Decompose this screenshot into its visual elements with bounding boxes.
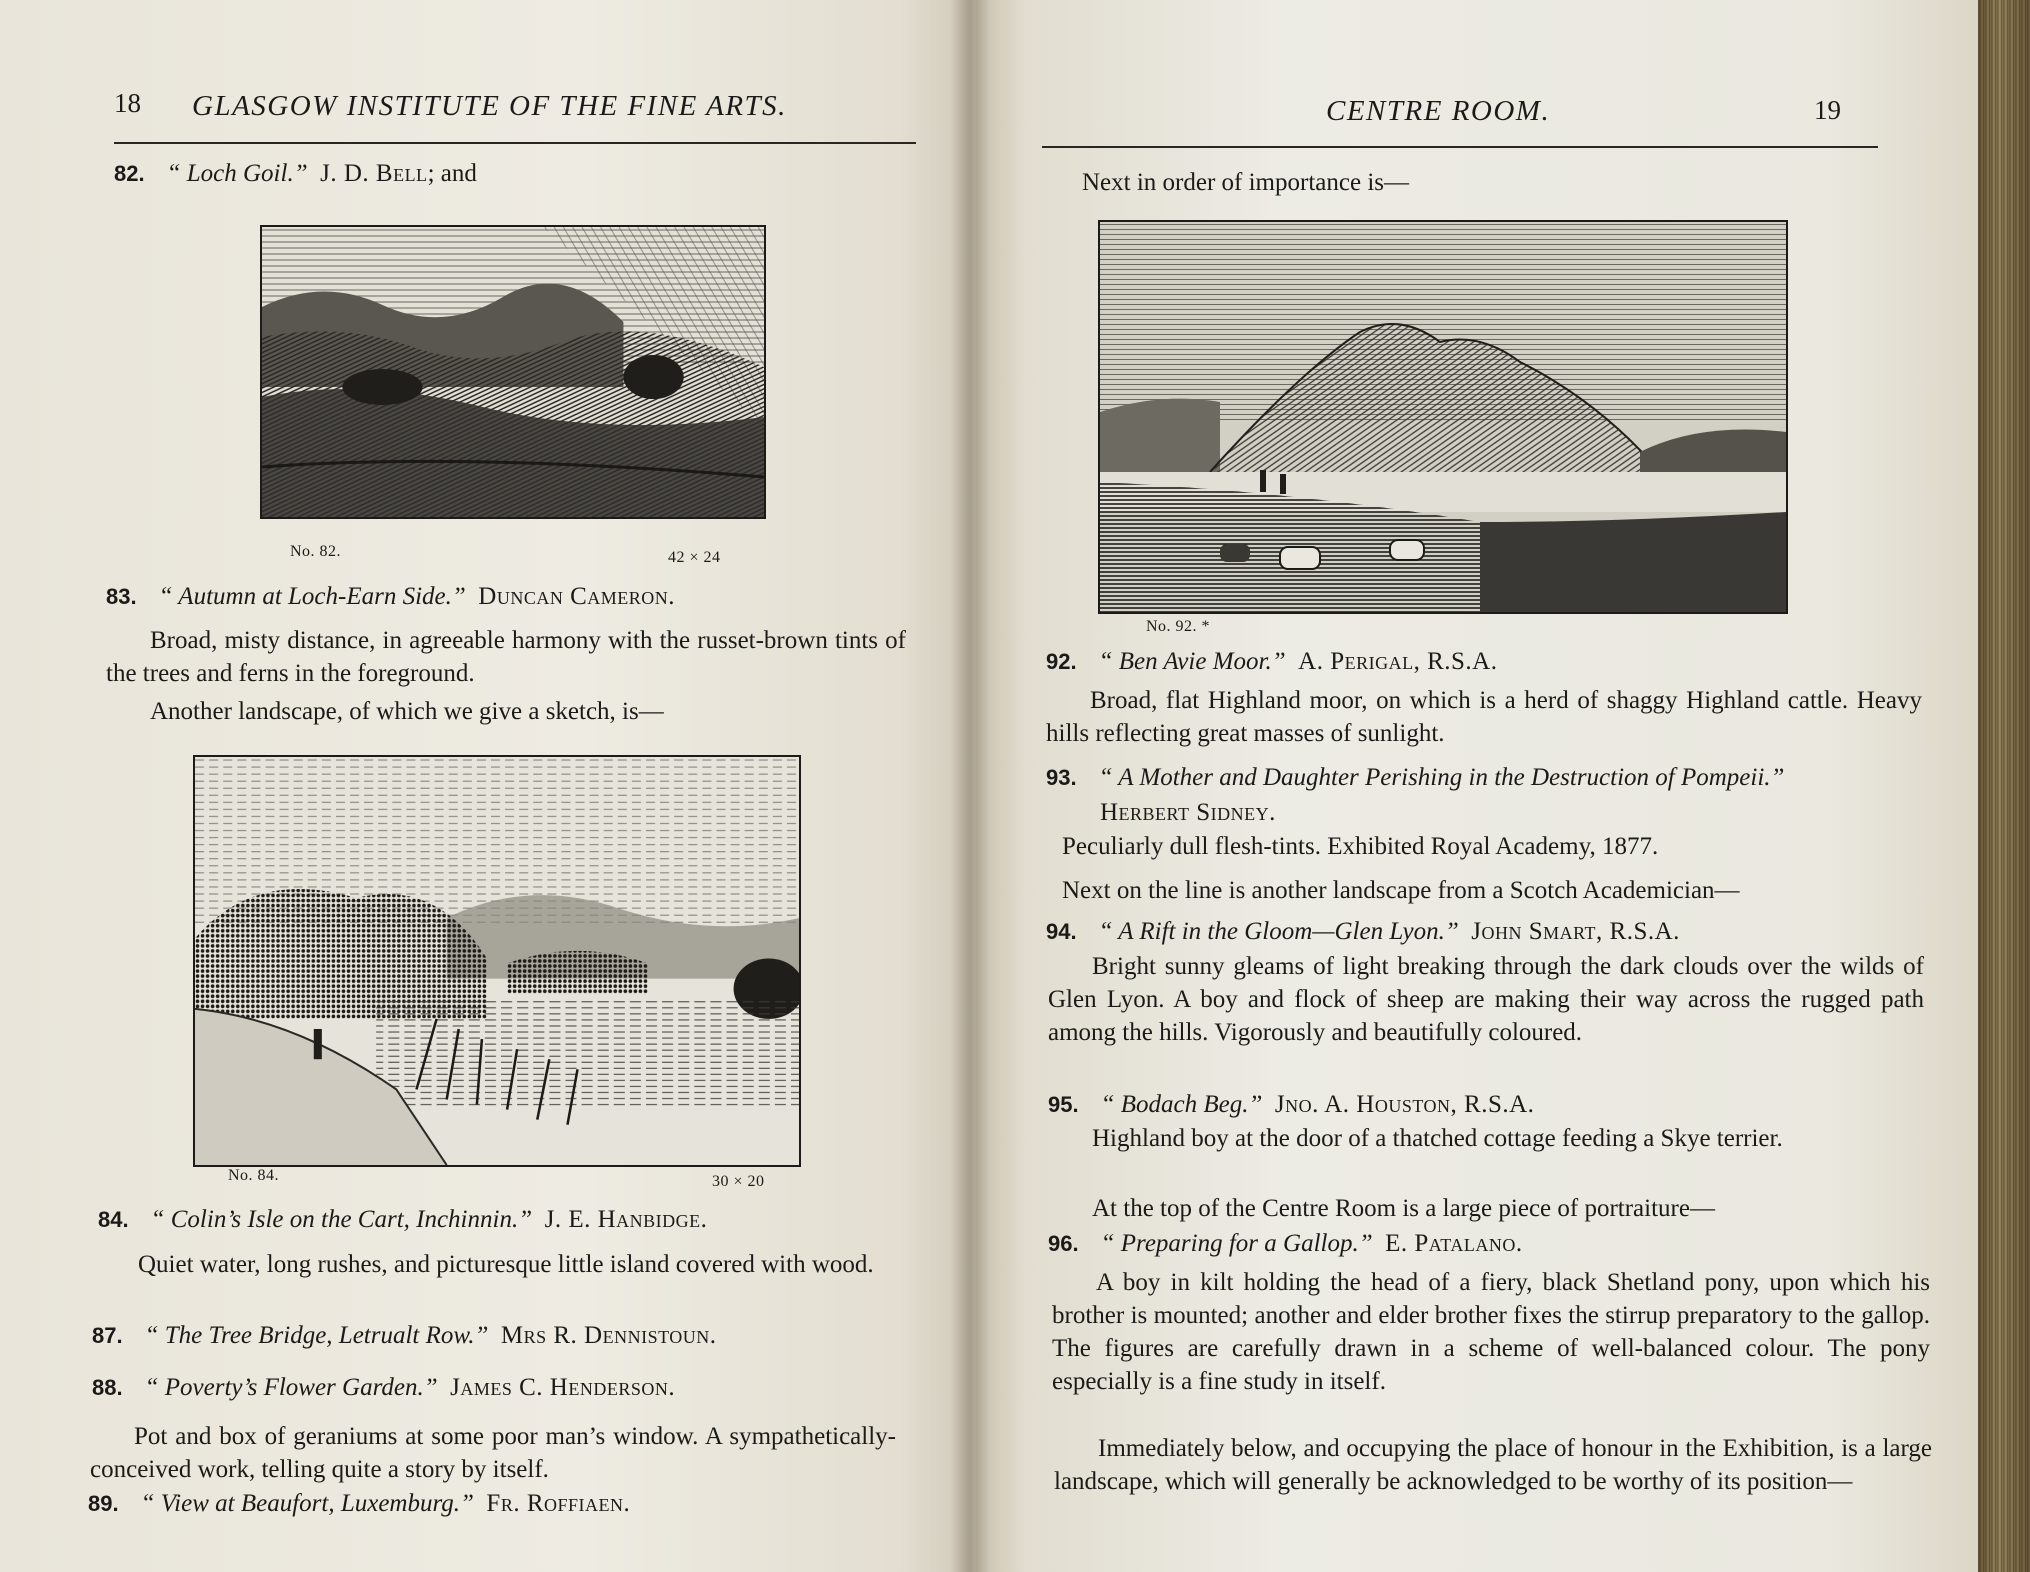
entry-description: Bright sunny gleams of light breaking through the dark clouds over the wilds of Glen Lyon. A boy and flock of sheep are making their way across the rugged path among the hills. Vigorously and beautifully coloured. [1048,953,1924,1046]
catalogue-entry [1046,918,1680,946]
plate-caption-number: No. 82. [290,543,342,560]
paragraph: Next in order of importance is— [1082,169,1409,196]
catalogue-entry [92,1322,717,1350]
entry-artist: J. E. Hanbidge. [544,1206,708,1233]
catalogue-entry [1048,1091,1534,1119]
catalogue-entry [106,583,675,611]
page-number: 18 [114,88,141,118]
entry-description: Highland boy at the door of a thatched cottage feeding a Skye terrier. [1092,1125,1783,1152]
entry-title: “ Poverty’s Flower Garden.” [144,1374,438,1401]
entry-artist: James C. Henderson. [450,1374,676,1401]
entry-title: “ A Rift in the Gloom—Glen Lyon.” [1098,918,1459,945]
entry-artist: A. Perigal, R.S.A. [1298,648,1498,675]
entry-suffix: ; and [427,160,477,187]
plate-caption-number: No. 92. * [1146,618,1211,635]
entry-number: 96. [1048,1231,1079,1256]
book-gutter [950,0,990,1572]
head-rule [114,142,916,144]
entry-title: “ Autumn at Loch-Earn Side.” [158,583,466,610]
entry-title: “ Loch Goil.” [166,160,308,187]
page-number: 19 [1814,95,1841,125]
paragraph: Immediately below, and occupying the place of honour in the Exhibition, is a large landscape, which will generally be acknowledged to be worthy of its position— [1054,1435,1932,1495]
entry-title: “ A Mother and Daughter Perishing in the Destruction of Pompeii.” [1098,764,1785,791]
plate-caption-size: 30 × 20 [712,1173,765,1190]
entry-artist: Jno. A. Houston, R.S.A. [1274,1091,1535,1118]
engraving-plate-82 [260,225,766,519]
catalogue-entry [98,1206,707,1234]
catalogue-entry [1046,764,1784,792]
catalogue-entry [114,160,477,188]
catalogue-entry [1048,1230,1523,1258]
entry-title: “ Colin’s Isle on the Cart, Inchinnin.” [150,1206,533,1233]
plate-caption-number: No. 84. [228,1167,280,1184]
entry-description: Peculiarly dull flesh-tints. Exhibited Royal Academy, 1877. [1062,833,1659,860]
left-page [0,0,976,1572]
engraving-plate-84 [193,755,801,1167]
paragraph: Next on the line is another landscape from a Scotch Academician— [1062,877,1740,904]
running-head: CENTRE ROOM. [1326,95,1551,127]
entry-title: “ View at Beaufort, Luxemburg.” [140,1490,474,1517]
entry-number: 95. [1048,1092,1079,1117]
entry-number: 82. [114,161,145,186]
entry-title: “ Preparing for a Gallop.” [1100,1230,1373,1257]
entry-description: Broad, misty distance, in agreeable harmony with the russet-brown tints of the trees and ferns in the foreground. [106,627,906,687]
head-rule [1042,146,1878,148]
entry-title: “ Bodach Beg.” [1100,1091,1263,1118]
entry-title: “ The Tree Bridge, Letrualt Row.” [144,1322,489,1349]
entry-number: 88. [92,1375,123,1400]
entry-artist: Fr. Roffiaen. [486,1490,631,1517]
entry-description: Quiet water, long rushes, and picturesque little island covered with wood. [138,1251,874,1278]
entry-number: 84. [98,1207,129,1232]
entry-artist: Mrs R. Dennistoun. [500,1322,717,1349]
entry-number: 93. [1046,765,1077,790]
entry-number: 87. [92,1323,123,1348]
catalogue-entry [1046,648,1497,676]
catalogue-entry [92,1374,675,1402]
entry-artist: Duncan Cameron. [478,583,676,610]
river-island-engraving-icon [195,757,799,1165]
plate-caption-size: 42 × 24 [668,549,721,566]
catalogue-entry-artist [1100,799,1276,827]
entry-number: 83. [106,584,137,609]
right-page [976,0,1980,1572]
highland-moor-engraving-icon [1100,222,1786,612]
entry-title: “ Ben Avie Moor.” [1098,648,1286,675]
entry-description: Pot and box of geraniums at some poor man’s window. A sympathetically-conceived work, telling quite a story by itself. [90,1423,896,1483]
running-head: GLASGOW INSTITUTE OF THE FINE ARTS. [192,90,787,122]
entry-artist: J. D. Bell [320,160,428,187]
moorland-engraving-icon [262,227,764,517]
entry-number: 94. [1046,919,1077,944]
entry-artist: John Smart, R.S.A. [1471,918,1680,945]
entry-artist: Herbert Sidney. [1100,799,1276,826]
entry-description: A boy in kilt holding the head of a fiery, black Shetland pony, upon which his brother is mounted; another and elder brother fixes the stirrup preparatory to the gallop. The figures are carefully drawn in a scheme of well-balanced colour. The pony especially is a fine study in itself. [1052,1269,1930,1395]
paragraph: Another landscape, of which we give a sketch, is— [150,698,664,725]
paragraph: At the top of the Centre Room is a large piece of portraiture— [1092,1195,1715,1222]
page-edges [1978,0,2030,1572]
entry-artist: E. Patalano. [1385,1230,1523,1257]
catalogue-entry [88,1490,630,1518]
entry-number: 92. [1046,649,1077,674]
entry-description: Broad, flat Highland moor, on which is a herd of shaggy Highland cattle. Heavy hills reflecting great masses of sunlight. [1046,687,1922,747]
engraving-plate-92 [1098,220,1788,614]
entry-number: 89. [88,1491,119,1516]
